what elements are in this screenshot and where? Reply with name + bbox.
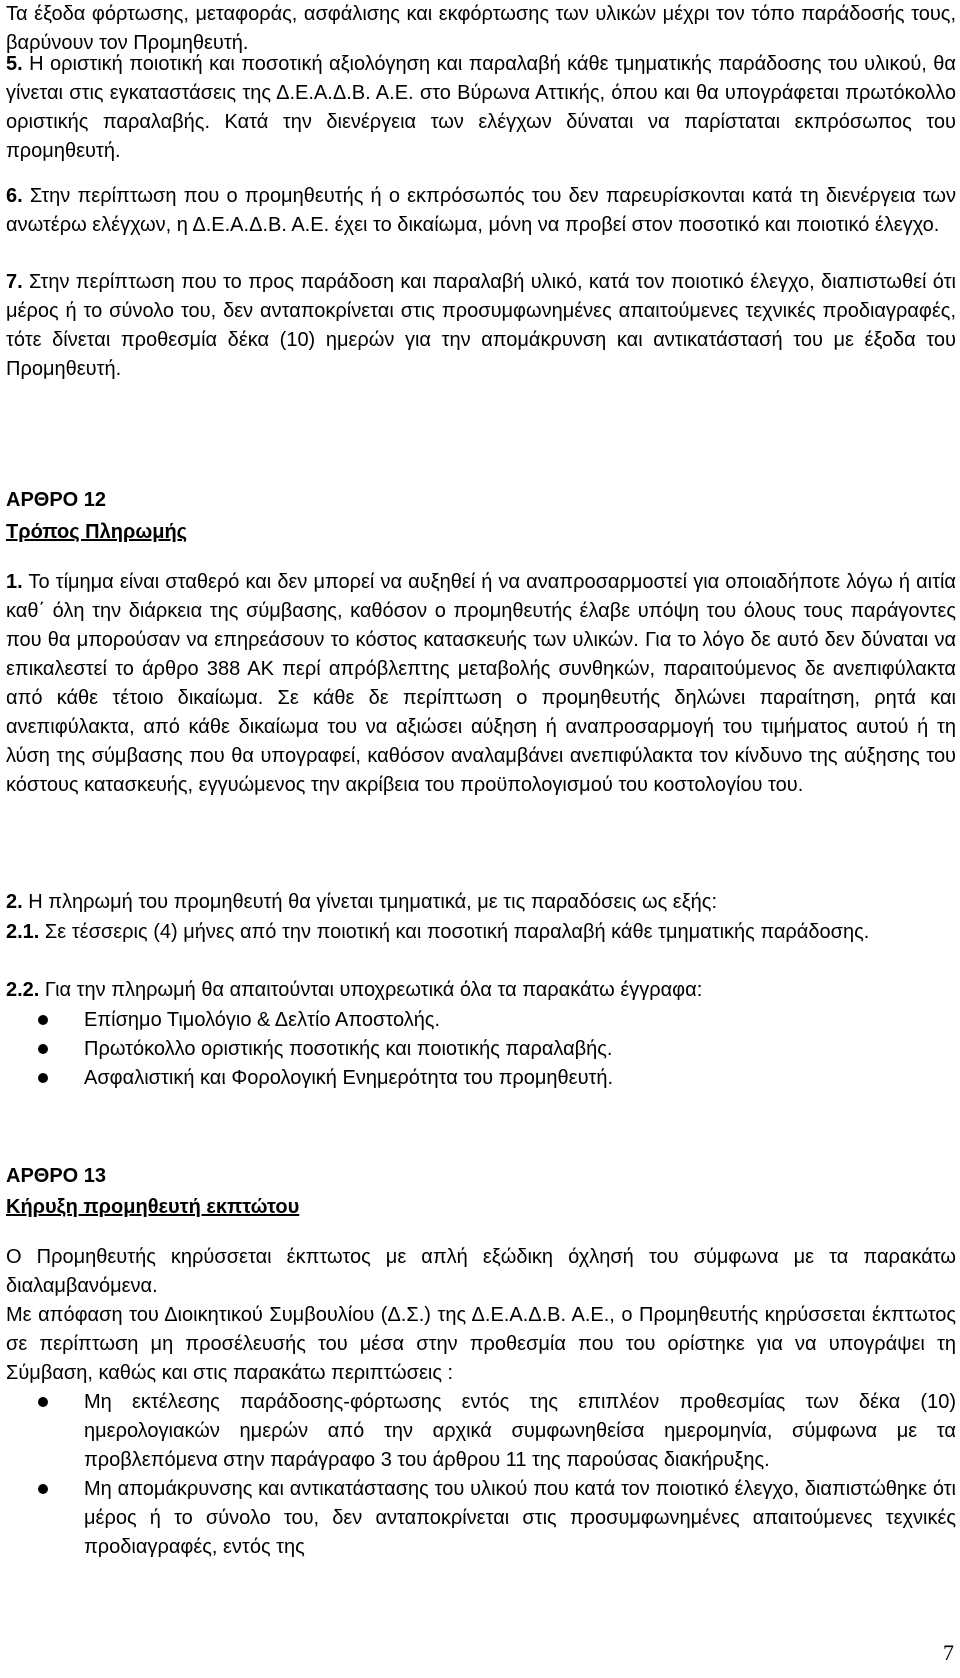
bullet-icon <box>38 1484 48 1494</box>
bullet-icon <box>38 1015 48 1025</box>
paragraph-transport-costs: Τα έξοδα φόρτωσης, μεταφοράς, ασφάλισης και εκφόρτωσης των υλικών μέχρι τον τόπο παράδοσής τους, βαρύνουν τον Προμηθευτή. <box>6 3 956 54</box>
paragraph-number: 1. <box>6 571 23 593</box>
paragraph-number: 5. <box>6 53 23 75</box>
bullet-icon <box>38 1073 48 1083</box>
paragraph-number: 2.1. <box>6 921 40 943</box>
article-12-paragraph-2-2: 2.2. Για την πληρωμή θα απαιτούνται υποχρεωτικά όλα τα παρακάτω έγγραφα: <box>6 979 703 1001</box>
paragraph-number: 6. <box>6 185 23 207</box>
article-13-paragraph-1: Ο Προμηθευτής κηρύσσεται έκπτωτος με απλή εξώδικη όχλησή του σύμφωνα με τα παρακάτω διαλαμβανόμενα. <box>6 1246 956 1297</box>
list-item: Ασφαλιστική και Φορολογική Ενημερότητα του προμηθευτή. <box>6 1064 956 1093</box>
article-12-subtitle: Τρόπος Πληρωμής <box>6 521 188 543</box>
article-13-subtitle: Κήρυξη προμηθευτή εκπτώτου <box>6 1196 300 1218</box>
article-12-title: ΑΡΘΡΟ 12 <box>6 489 107 511</box>
list-item: Επίσημο Τιμολόγιο & Δελτίο Αποστολής. <box>6 1006 956 1035</box>
paragraph-number: 2. <box>6 891 23 913</box>
article-13-title: ΑΡΘΡΟ 13 <box>6 1165 107 1187</box>
paragraph-6: 6. Στην περίπτωση που ο προμηθευτής ή ο εκπρόσωπός του δεν παρευρίσκονται κατά τη διενέργεια των ανωτέρω ελέγχων, η Δ.Ε.Α.Δ.Β. Α.Ε. έχει το δικαίωμα, μόνη να προβεί στον ποσοτικό και ποιοτικό έλεγχο. <box>6 185 956 236</box>
page-number: 7 <box>943 1640 954 1665</box>
list-item: Μη εκτέλεσης παράδοσης-φόρτωσης εντός της επιπλέον προθεσμίας των δέκα (10) ημερολογιακών ημερών από την αρχικά συμφωνηθείσα ημερομηνία, σύμφωνα με τα προβλεπόμενα στην παράγραφο 3 του άρθρου 11 της παρούσας διακήρυξης. <box>6 1388 956 1475</box>
list-item: Πρωτόκολλο οριστικής ποσοτικής και ποιοτικής παραλαβής. <box>6 1035 956 1064</box>
required-documents-list <box>6 1006 956 1093</box>
paragraph-5: 5. Η οριστική ποιοτική και ποσοτική αξιολόγηση και παραλαβή κάθε τμηματικής παράδοσης του υλικού, θα γίνεται στις εγκαταστάσεις της Δ.Ε.Α.Δ.Β. Α.Ε. στο Βύρωνα Αττικής, όπου και θα υπογράφεται πρωτόκολλο οριστικής παραλαβής. Κατά την διενέργεια των ελέγχων δύναται να παρίσταται εκπρόσωπος του προμηθευτή. <box>6 53 956 162</box>
paragraph-number: 2.2. <box>6 979 40 1001</box>
forfeiture-cases-list <box>6 1388 956 1562</box>
article-12-paragraph-2: 2. Η πληρωμή του προμηθευτή θα γίνεται τμηματικά, με τις παραδόσεις ως εξής: <box>6 891 717 913</box>
paragraph-7: 7. Στην περίπτωση που το προς παράδοση και παραλαβή υλικό, κατά τον ποιοτικό έλεγχο, διαπιστωθεί ότι μέρος ή το σύνολο του, δεν ανταποκρίνεται στις προσυμφωνημένες απαιτούμενες τεχνικές προδιαγραφές, τότε δίνεται προθεσμία δέκα (10) ημερών για την απομάκρυνση και αντικατάστασή του με έξοδα του Προμηθευτή. <box>6 271 956 380</box>
bullet-icon <box>38 1397 48 1407</box>
paragraph-number: 7. <box>6 271 23 293</box>
bullet-icon <box>38 1044 48 1054</box>
list-item: Μη απομάκρυνσης και αντικατάστασης του υλικού που κατά τον ποιοτικό έλεγχο, διαπιστώθηκε ότι μέρος ή το σύνολο του, δεν ανταποκρίνεται στις προσυμφωνημένες απαιτούμενες τεχνικές προδιαγραφές, εντός της <box>6 1475 956 1562</box>
article-12-paragraph-2-1: 2.1. Σε τέσσερις (4) μήνες από την ποιοτική και ποσοτική παραλαβή κάθε τμηματικής παράδοσης. <box>6 921 870 943</box>
article-13-paragraph-2: Με απόφαση του Διοικητικού Συμβουλίου (Δ.Σ.) της Δ.Ε.Α.Δ.Β. Α.Ε., ο Προμηθευτής κηρύσσεται έκπτωτος σε περίπτωση μη προσέλευσής του μέσα στην προθεσμία που του ορίστηκε για να υπογράψει τη Σύμβαση, καθώς και στις παρακάτω περιπτώσεις : <box>6 1304 956 1384</box>
article-12-paragraph-1: 1. Το τίμημα είναι σταθερό και δεν μπορεί να αυξηθεί ή να αναπροσαρμοστεί για οποιαδήποτε λόγω ή αιτία καθ΄ όλη την διάρκεια της σύμβασης, καθόσον ο προμηθευτής έλαβε υπόψη του όλους τους παράγοντες που θα μπορούσαν να επηρεάσουν το κόστος κατασκευής των υλικών. Για το λόγο δε αυτό δεν δύναται να επικαλεστεί το άρθρο 388 ΑΚ περί απρόβλεπτης μεταβολής συνθηκών, παραιτούμενος δε ανεπιφύλακτα από κάθε τέτοιο δικαίωμα. Σε κάθε δε περίπτωση ο προμηθευτής δηλώνει παραίτηση, ρητά και ανεπιφύλακτα, από κάθε δικαίωμα του να αξιώσει αύξηση ή αναπροσαρμογή του τιμήματος αυτού ή τη λύση της σύμβασης που θα υπογραφεί, καθόσον αναλαμβάνει ανεπιφύλακτα τον κίνδυνο της αύξησης του κόστους κατασκευής, εγγυώμενος την ακρίβεια του προϋπολογισμού του κοστολογίου του. <box>6 571 956 796</box>
